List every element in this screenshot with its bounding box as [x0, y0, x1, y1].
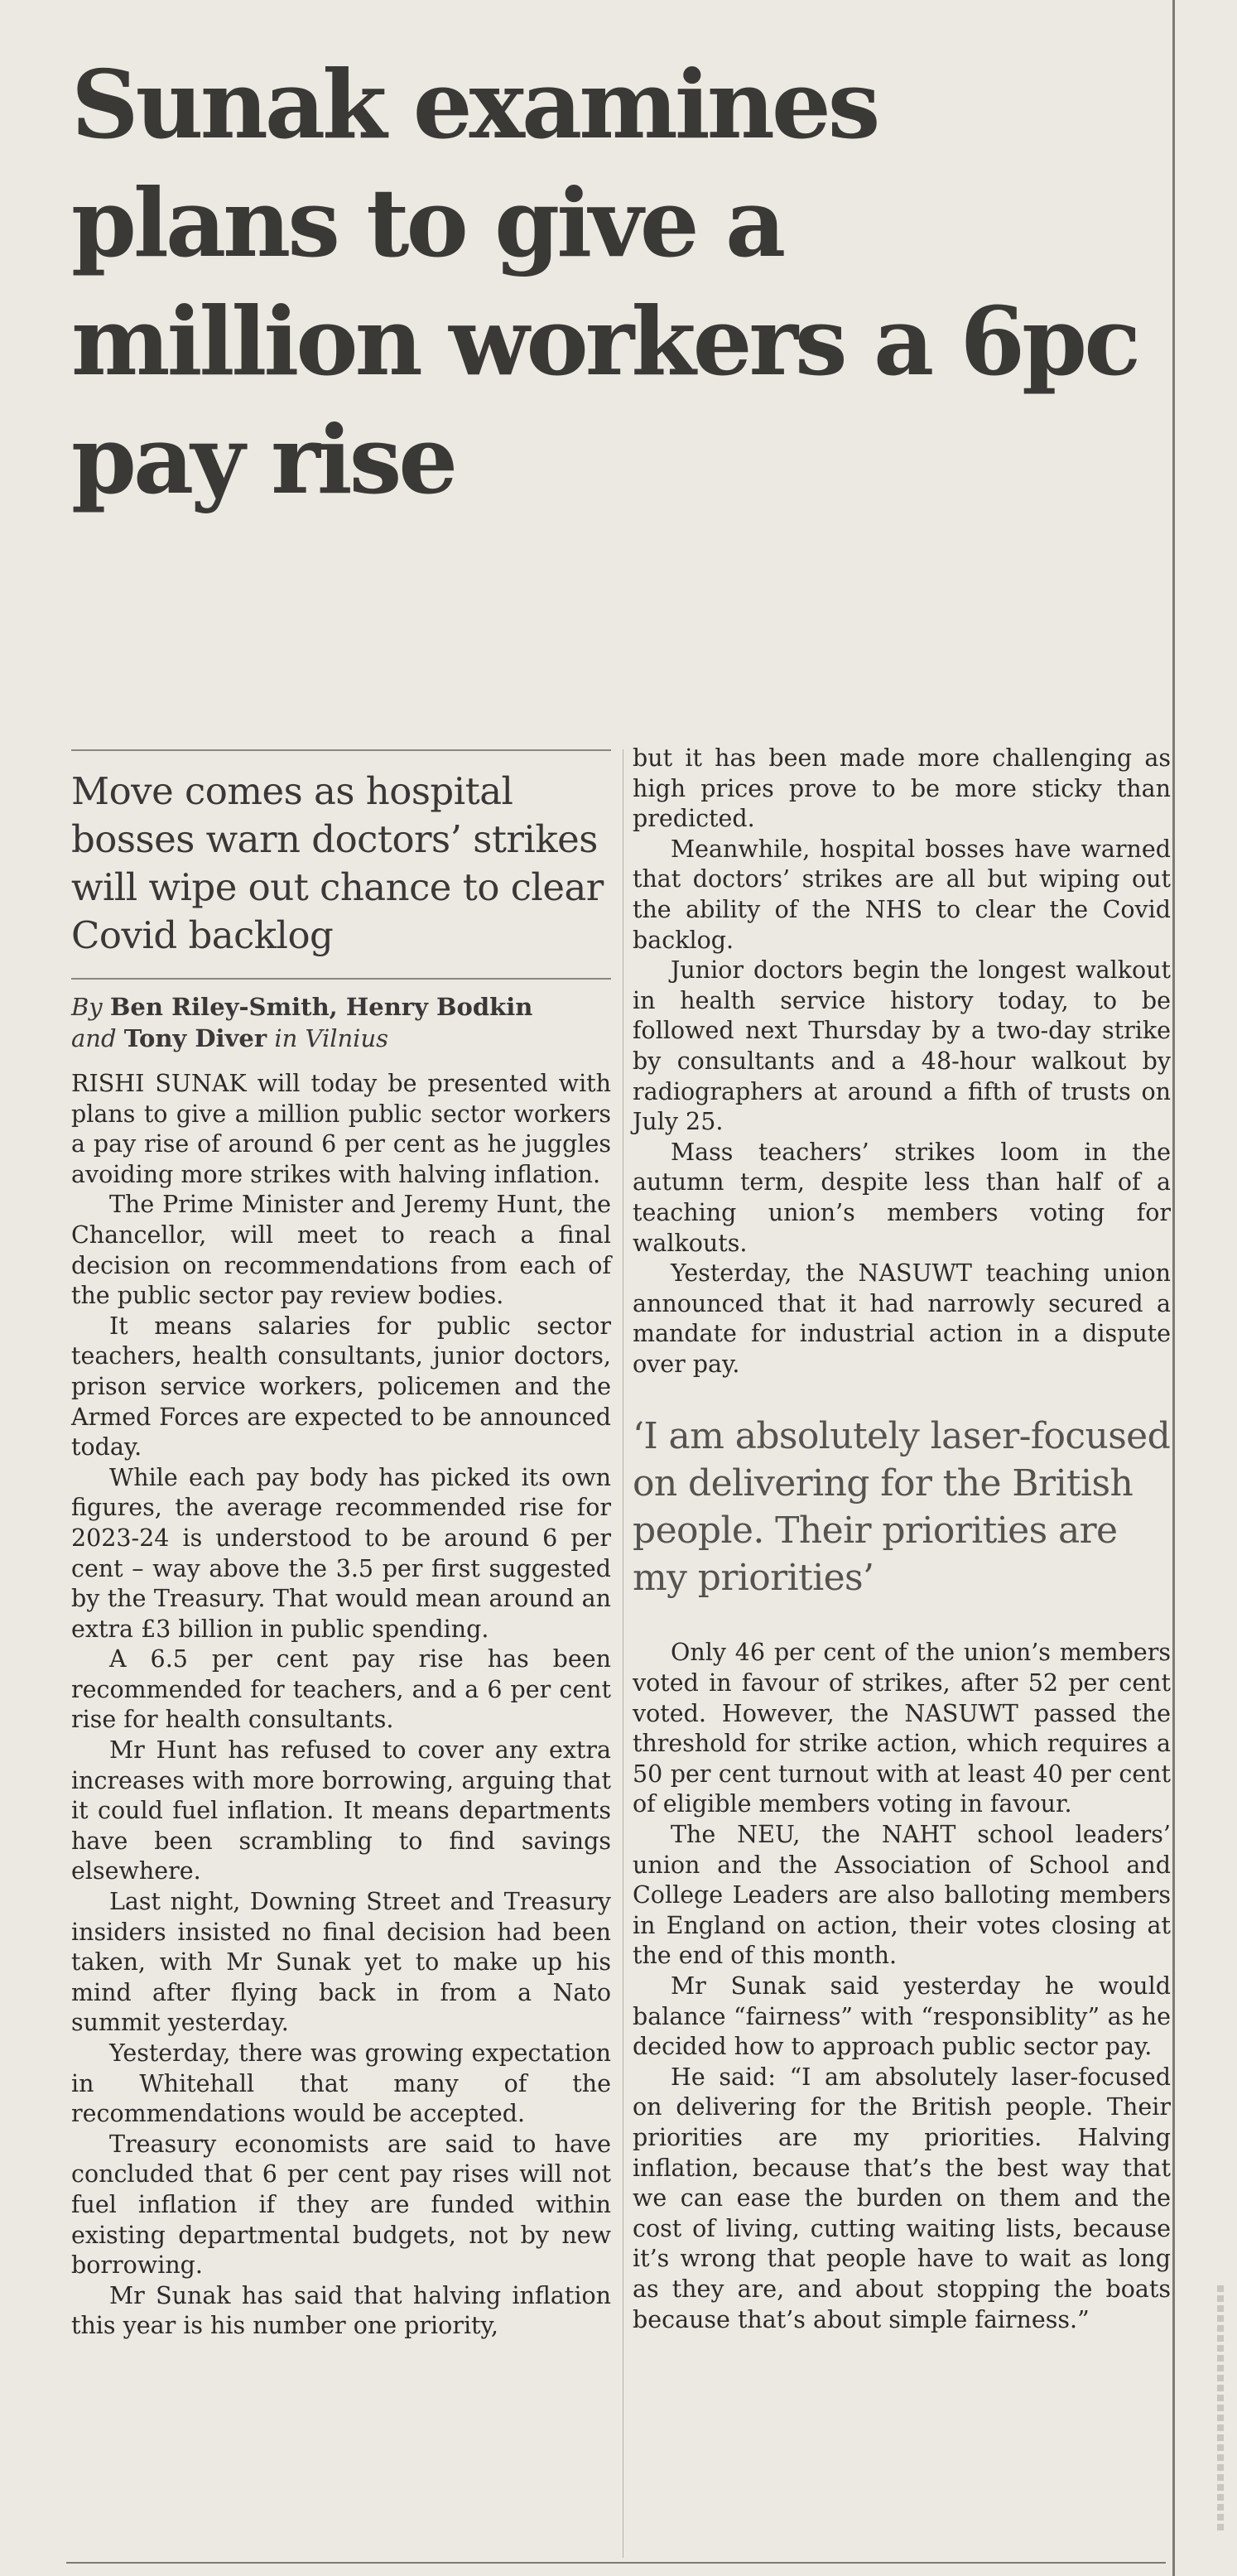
byline: [71, 978, 611, 1054]
paragraph: While each pay body has picked its own figures, the average recommended rise for 2023-24 is understood to be around 6 per cent – way above the 3.5 per first suggested by the Treasury. That would mean around an extra £3 billion in public spending.: [71, 1463, 611, 1643]
paragraph: Yesterday, there was growing expectation in Whitehall that many of the recommendations would be accepted.: [71, 2039, 611, 2128]
column-rule-right: [1172, 0, 1175, 2576]
column-right: [633, 744, 1171, 2558]
paragraph: The NEU, the NAHT school leaders’ union and the Association of School and College Leaders are also balloting members in England on action, their votes closing at the end of this month.: [633, 1821, 1171, 1970]
byline-authors-1: Ben Riley-Smith, Henry Bodkin: [109, 993, 533, 1021]
paragraph: Only 46 per cent of the union’s members voted in favour of strikes, after 52 per cent voted. However, the NASUWT passed the threshold for strike action, which requires a 50 per cent turnout with at least 40 per cent of eligible members voting in favour.: [633, 1639, 1171, 1818]
bottom-rule: [66, 2562, 1166, 2564]
paragraph: Treasury economists are said to have concluded that 6 per cent pay rises will not fuel inflation if they are funded within existing departmental budgets, not by new borrowing.: [71, 2130, 611, 2280]
paragraph: Junior doctors begin the longest walkout in health service history today, to be followed next Thursday by a two-day strike by consultants and a 48-hour walkout by radiographers at around a fifth of trusts on July 25.: [633, 956, 1171, 1136]
paragraph: A 6.5 per cent pay rise has been recommended for teachers, and a 6 per cent rise for health consultants.: [71, 1645, 611, 1734]
paragraph: He said: “I am absolutely laser-focused on delivering for the British people. Their priorities are my priorities. Halving inflation, because that’s the best way that we can ease the burden on them and the cost of living, cutting waiting lists, because it’s wrong that people have to wait as long as they are, and about stopping the boats because that’s about simple fairness.”: [633, 2063, 1171, 2333]
paragraph: Mr Sunak has said that halving inflation this year is his number one priority,: [71, 2281, 611, 2340]
headline: Sunak examines plans to give a million workers a 6pc pay rise: [71, 50, 1138, 515]
paragraph: but it has been made more challenging as high prices prove to be more sticky than predicted.: [633, 744, 1171, 833]
paragraph: RISHI SUNAK will today be presented with plans to give a million public sector workers a pay rise of around 6 per cent as he juggles avoiding more strikes with halving inflation.: [71, 1070, 611, 1188]
byline-and: and: [71, 1024, 117, 1052]
photo-credit-mark: [1217, 2285, 1224, 2534]
paragraph: The Prime Minister and Jeremy Hunt, the Chancellor, will meet to reach a final decision on recommendations from each of the public sector pay review bodies.: [71, 1191, 611, 1310]
column-left: [71, 749, 611, 2558]
paragraph: Mass teachers’ strikes loom in the autumn term, despite less than half of a teaching union’s members voting for walkouts.: [633, 1138, 1171, 1257]
byline-location: in Vilnius: [274, 1024, 389, 1052]
paragraph: Yesterday, the NASUWT teaching union announced that it had narrowly secured a mandate for industrial action in a dispute over pay.: [633, 1259, 1171, 1378]
byline-by: By: [71, 993, 103, 1021]
paragraph: Meanwhile, hospital bosses have warned that doctors’ strikes are all but wiping out the ability of the NHS to clear the Covid backlog.: [633, 835, 1171, 954]
paragraph: It means salaries for public sector teachers, health consultants, junior doctors, prison service workers, policemen and the Armed Forces are expected to be announced today.: [71, 1312, 611, 1461]
pull-quote: ‘I am absolutely laser-focused on delivering for the British people. Their priorities are my priorities’: [633, 1415, 1171, 1600]
paragraph: Mr Sunak said yesterday he would balance “fairness” with “responsiblity” as he decided how to approach public sector pay.: [633, 1972, 1171, 2061]
paragraph: Last night, Downing Street and Treasury insiders insisted no final decision had been taken, with Mr Sunak yet to make up his mind after flying back in from a Nato summit yesterday.: [71, 1888, 611, 2037]
standfirst: Move comes as hospital bosses warn doctors’ strikes will wipe out chance to clear Covid backlog: [71, 749, 611, 960]
paragraph: Mr Hunt has refused to cover any extra increases with more borrowing, arguing that it could fuel inflation. It means departments have been scrambling to find savings elsewhere.: [71, 1736, 611, 1885]
byline-authors-2: Tony Diver: [123, 1024, 267, 1052]
